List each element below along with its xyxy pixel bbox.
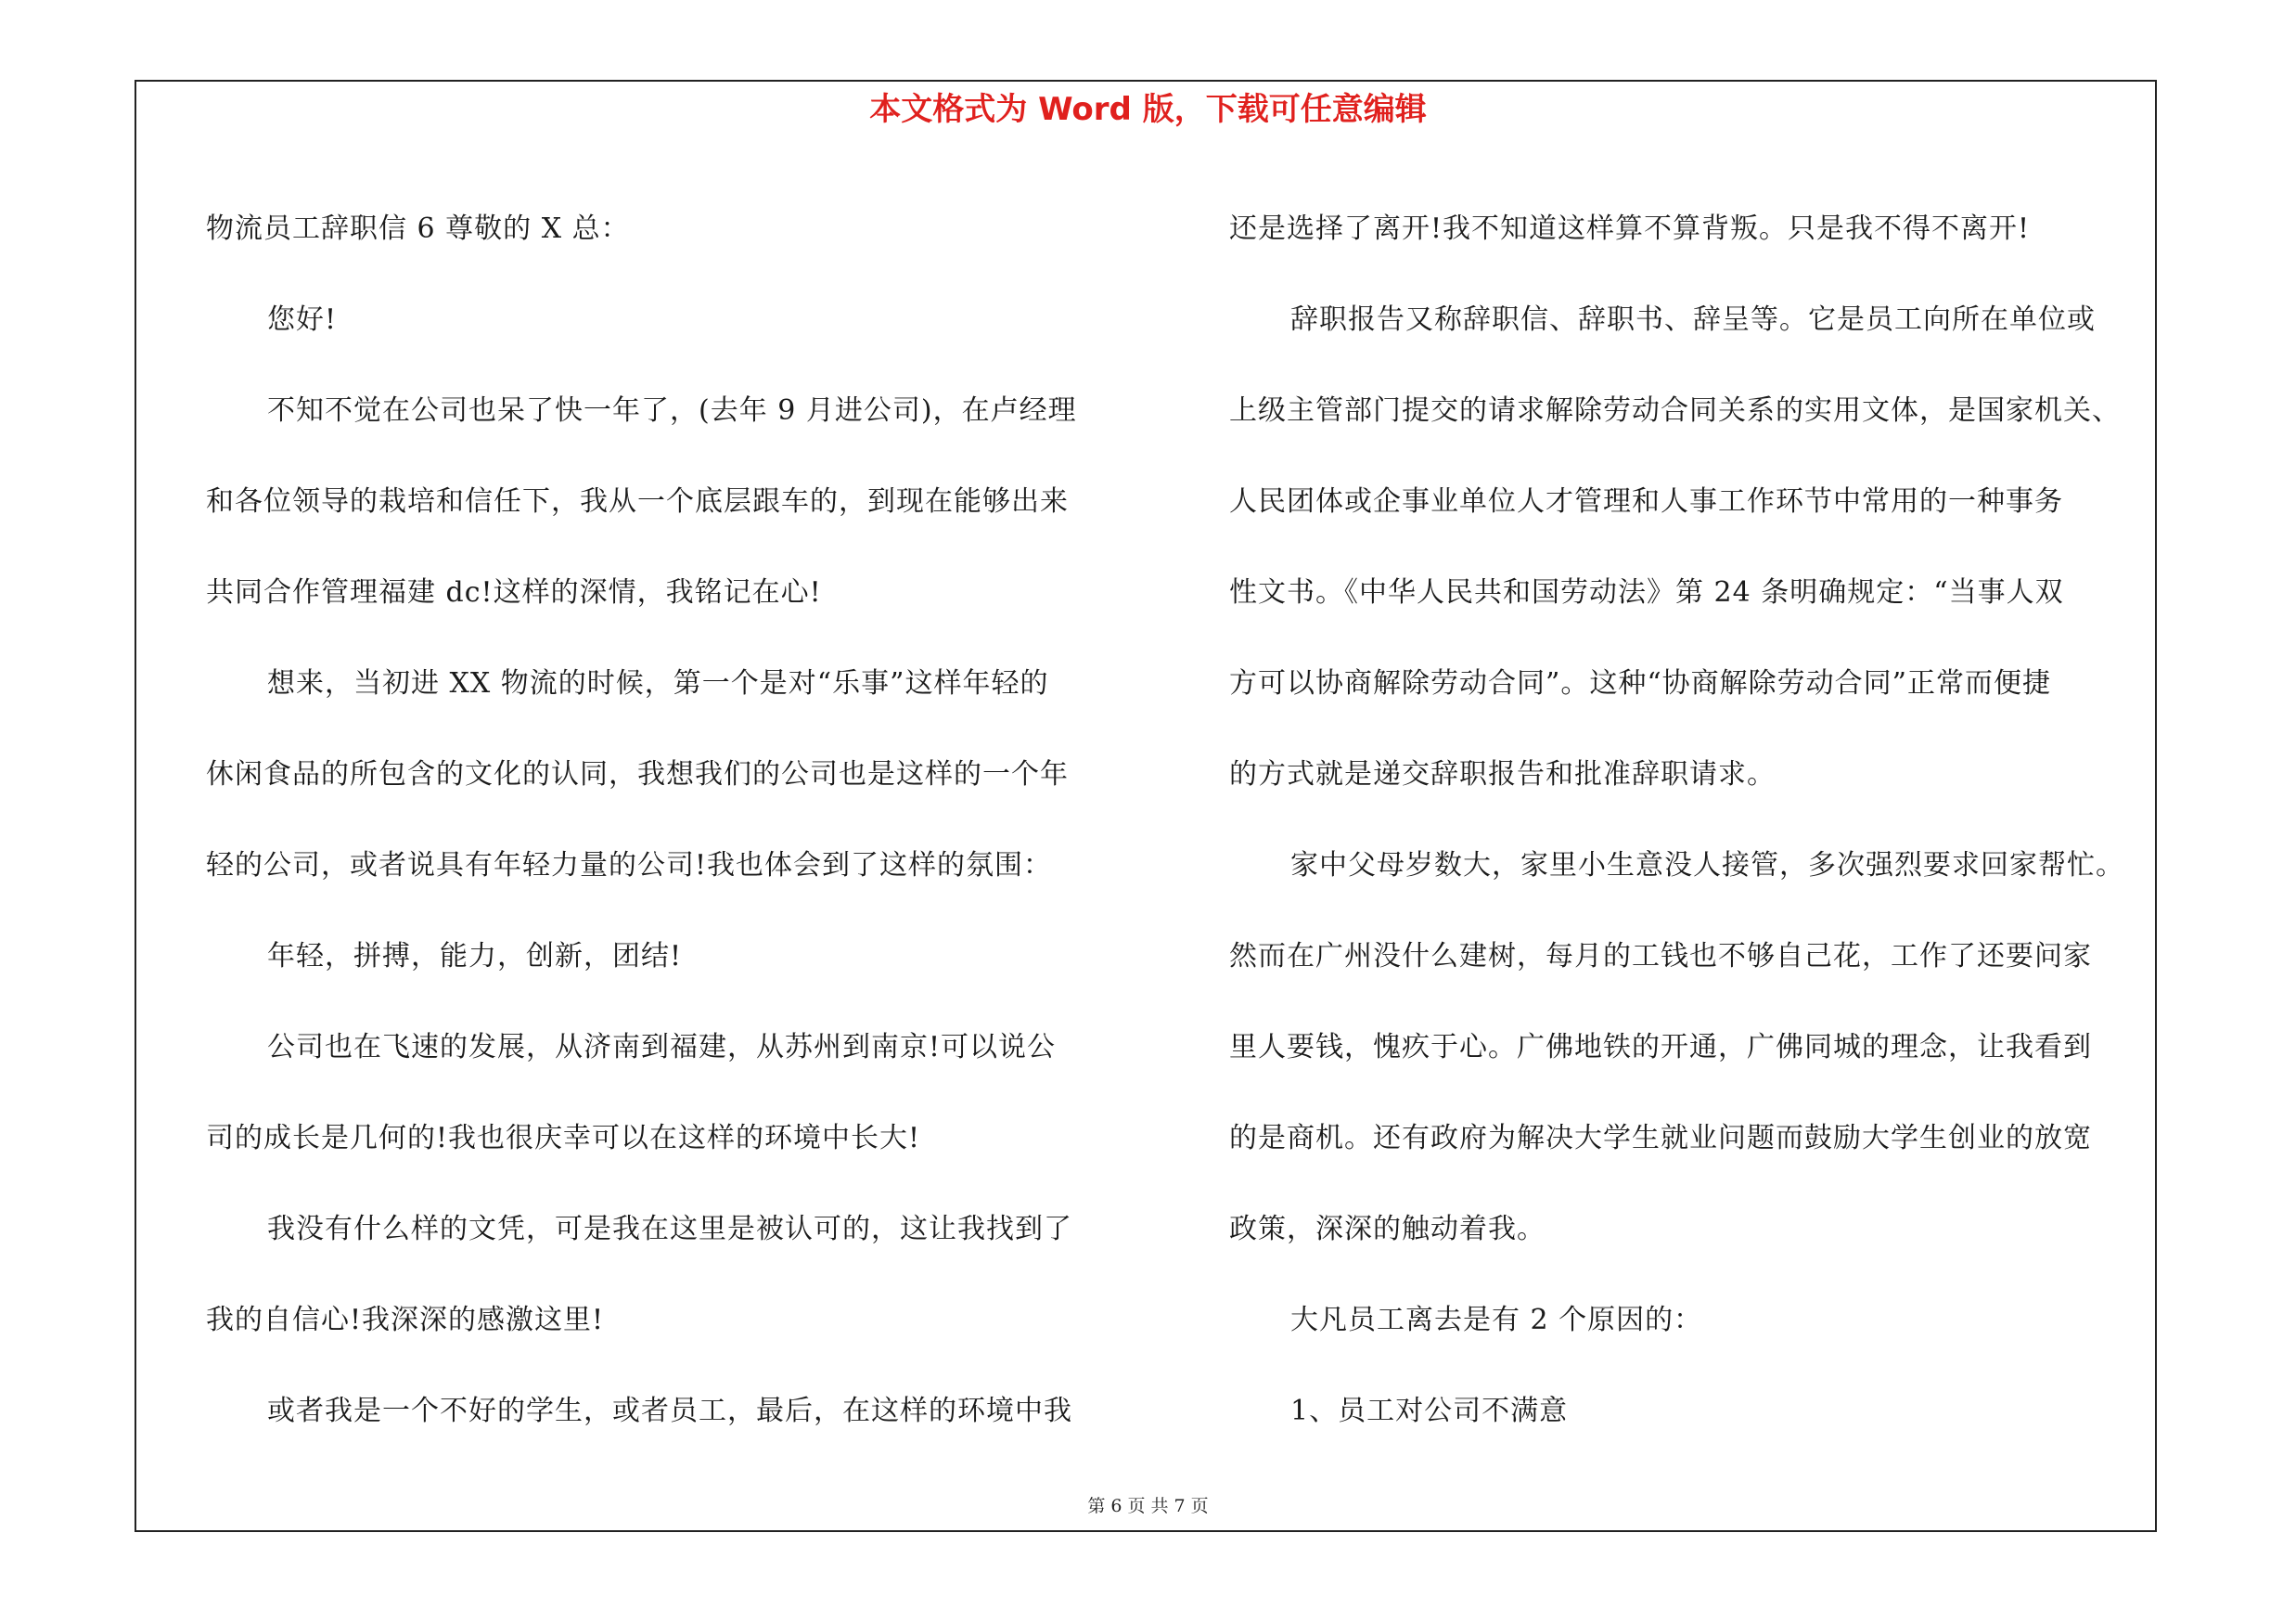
paragraph-line: 不知不觉在公司也呆了快一年了，(去年 9 月进公司)，在卢经理 [267,394,1077,427]
right-column [1229,184,2166,1457]
paragraph-line: 人民团体或企事业单位人才管理和人事工作环节中常用的一种事务 [1229,485,2063,518]
paragraph-line: 然而在广州没什么建树，每月的工钱也不够自己花，工作了还要问家 [1229,940,2092,973]
paragraph-line: 想来，当初进 XX 物流的时候，第一个是对“乐事”这样年轻的 [267,667,1049,700]
paragraph-line: 共同合作管理福建 dc!这样的深情，我铭记在心! [206,576,822,609]
header-banner: 本文格式为 Word 版，下载可任意编辑 [869,91,1427,128]
page-number-footer: 第 6 页 共 7 页 [1087,1496,1209,1516]
paragraph-line: 的方式就是递交辞职报告和批准辞职请求。 [1229,758,1776,791]
paragraph-line: 辞职报告又称辞职信、辞职书、辞呈等。它是员工向所在单位或 [1290,303,2096,336]
paragraph-line: 休闲食品的所包含的文化的认同，我想我们的公司也是这样的一个年 [206,758,1069,791]
paragraph-line: 方可以协商解除劳动合同”。这种“协商解除劳动合同”正常而便捷 [1229,667,2052,700]
paragraph-line: 家中父母岁数大，家里小生意没人接管，多次强烈要求回家帮忙。 [1290,849,2124,882]
paragraph-line: 司的成长是几何的!我也很庆幸可以在这样的环境中长大! [206,1122,921,1154]
paragraph-line: 轻的公司，或者说具有年轻力量的公司!我也体会到了这样的氛围： [206,849,1053,882]
paragraph-line: 的是商机。还有政府为解决大学生就业问题而鼓励大学生创业的放宽 [1229,1122,2092,1154]
paragraph-line: 政策，深深的触动着我。 [1229,1213,1546,1245]
left-column [206,184,1124,1457]
paragraph-line: 我的自信心!我深深的感激这里! [206,1304,605,1336]
paragraph-line: 还是选择了离开!我不知道这样算不算背叛。只是我不得不离开! [1229,213,2031,245]
paragraph-line: 我没有什么样的文凭，可是我在这里是被认可的，这让我找到了 [267,1213,1072,1245]
paragraph-line: 年轻，拼搏，能力，创新，团结! [267,940,683,973]
paragraph-line: 性文书。《中华人民共和国劳动法》第 24 条明确规定：“当事人双 [1229,576,2064,609]
paragraph-line: 里人要钱，愧疚于心。广佛地铁的开通，广佛同城的理念，让我看到 [1229,1031,2092,1063]
paragraph-line: 上级主管部门提交的请求解除劳动合同关系的实用文体，是国家机关、 [1229,394,2121,427]
paragraph-line: 公司也在飞速的发展，从济南到福建，从苏州到南京!可以说公 [267,1031,1057,1063]
paragraph-line: 物流员工辞职信 6 尊敬的 X 总： [206,213,630,245]
paragraph-line: 1、员工对公司不满意 [1290,1395,1569,1427]
paragraph-line: 您好! [267,303,338,336]
paragraph-line: 或者我是一个不好的学生，或者员工，最后，在这样的环境中我 [267,1395,1072,1427]
paragraph-line: 和各位领导的栽培和信任下，我从一个底层跟车的，到现在能够出来 [206,485,1069,518]
paragraph-line: 大凡员工离去是有 2 个原因的： [1290,1304,1703,1336]
